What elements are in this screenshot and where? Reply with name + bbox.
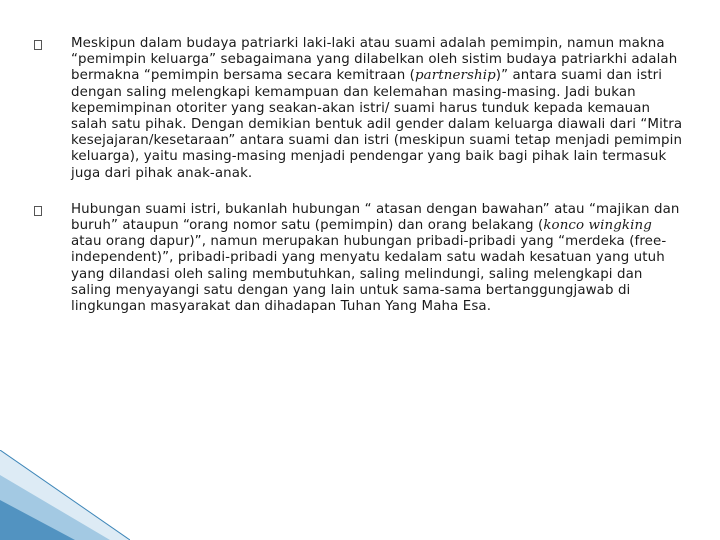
checkbox-bullet-icon bbox=[34, 206, 42, 216]
bullet-item-2 bbox=[34, 202, 684, 315]
bullet-text-2 bbox=[71, 202, 683, 315]
bullet-1-italic-term: partnership bbox=[415, 68, 496, 84]
bullet-item-1 bbox=[34, 36, 684, 182]
bullet-1-text-segment: Meskipun dalam budaya patriarki laki-laki atau suami adalah pemimpin, namun makna “pemimpin keluarga” sebagaimana yang dilabelkan oleh sistim budaya patriarkhi adalah bermakna “pemimpin bersama secara kemitraan ( bbox=[71, 36, 678, 84]
bullet-2-text-segment: Hubungan suami istri, bukanlah hubungan “ atasan dengan bawahan” atau “majikan dan buruh” ataupun “orang nomor satu (pemimpin) dan orang belakang ( bbox=[71, 201, 680, 234]
corner-decoration-graphic bbox=[0, 450, 130, 540]
bullet-1-text-segment: )” antara suami dan istri dengan saling melengkapi kemampuan dan kelemahan masing-masing. Jadi bukan kepemimpinan otoriter yang seakan-akan istri/ suami harus tunduk kepada kemauan salah satu pihak. Dengan demikian bentuk adil gender dalam keluarga diawali dari “Mitra kesejajaran/kesetaraan” antara suami dan istri (meskipun suami tetap menjadi pemimpin keluarga), yaitu masing-masing menjadi pendengar yang baik bagi pihak lain termasuk juga dari pihak anak-anak. bbox=[71, 68, 683, 181]
bullet-2-italic-term: konco wingking bbox=[543, 218, 652, 234]
bullet-text-1 bbox=[71, 36, 683, 182]
bullet-2-text-segment: atau orang dapur)”, namun merupakan hubungan pribadi-pribadi yang “merdeka (free-independent)”, pribadi-pribadi yang menyatu kedalam satu wadah kesatuan yang utuh yang dilandasi oleh saling membutuhkan, saling melindungi, saling melengkapi dan saling menyayangi satu dengan yang lain untuk sama-sama bertanggungjawab di lingkungan masyarakat dan dihadapan Tuhan Yang Maha Esa. bbox=[71, 234, 667, 315]
checkbox-bullet-icon bbox=[34, 40, 42, 50]
slide-content bbox=[34, 36, 684, 335]
